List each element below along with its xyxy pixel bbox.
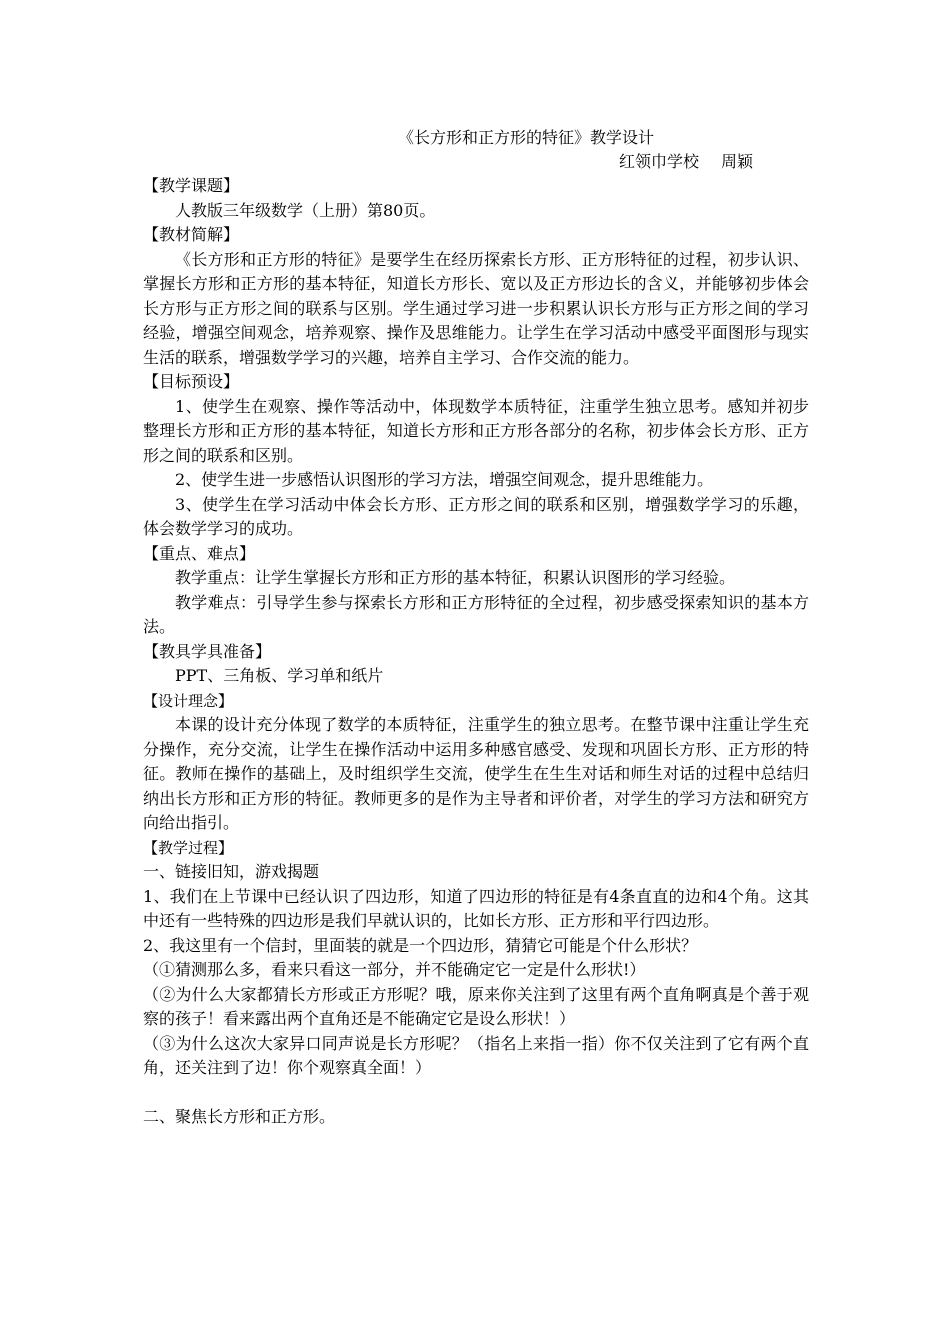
process-part1-title: 一、链接旧知，游戏揭题 [143, 862, 320, 881]
goals-heading: 【目标预设】 [143, 372, 240, 391]
key-focus-text: 教学重点：让学生掌握长方形和正方形的基本特征，积累认识图形的学习经验。 [175, 568, 736, 587]
material-text: 《长方形和正方形的特征》是要学生在经历探索长方形、正方形特征的过程，初步认识、掌握长方形和正方形的基本特征，知道长方形长、宽以及正方形边长的含义，并能够初步体会长方形与正方形之间的联系与区别。学生通过学习进一步积累认识长方形与正方形之间的学习经验，增强空间观念，培养观察、操作及思维能力。让学生在学习活动中感受平面图形与现实生活的联系，增强数学学习的兴趣，培养自主学习、合作交流的能力。 [143, 249, 809, 367]
document-page [143, 126, 809, 1129]
tools-heading: 【教具学具准备】 [143, 641, 272, 661]
process-heading: 【教学过程】 [143, 838, 234, 857]
process-line-5: （③为什么这次大家异口同声说是长方形呢？（指名上来指一指）你不仅关注到了它有两个直角，还关注到了边！你个观察真全面！） [143, 1033, 809, 1077]
author-school: 红领巾学校 [618, 152, 699, 171]
concept-heading: 【设计理念】 [143, 691, 234, 710]
key-difficulty-text: 教学难点：引导学生参与探索长方形和正方形特征的全过程，初步感受探索知识的基本方法。 [143, 592, 809, 636]
concept-text: 本课的设计充分体现了数学的本质特征，注重学生的独立思考。在整节课中注重让学生充分操作，充分交流，让学生在操作活动中运用多种感官感受、发现和巩固长方形、正方形的特征。教师在操作的基础上，及时组织学生交流，使学生在生生对话和师生对话的过程中总结归纳出长方形和正方形的特征。教师更多的是作为主导者和评价者，对学生的学习方法和研究方向给出指引。 [143, 715, 809, 832]
process-line-3: （①猜测那么多，看来只看这一部分，并不能确定它一定是什么形状!） [143, 960, 646, 979]
material-heading: 【教材简解】 [143, 225, 240, 244]
process-part2-title: 二、聚焦长方形和正方形。 [143, 1106, 336, 1126]
process-line-4: （②为什么大家都猜长方形或正方形呢？哦，原来你关注到了这里有两个直角啊真是个善于观察的孩子！看来露出两个直角还是不能确定它是设么形状！） [143, 984, 809, 1028]
author-name: 周颖 [720, 152, 753, 171]
key-points-heading: 【重点、难点】 [143, 543, 256, 563]
process-line-2: 2、我这里有一个信封，里面装的就是一个四边形，猜猜它可能是个什么形状？ [143, 935, 698, 955]
goal-item-2: 2、使学生进一步感悟认识图形的学习方法，增强空间观念，提升思维能力。 [175, 470, 714, 489]
goal-item-3: 3、使学生在学习活动中体会长方形、正方形之间的联系和区别，增强数学学习的乐趣，体会数学学习的成功。 [143, 494, 809, 538]
topic-heading: 【教学课题】 [143, 176, 240, 195]
author-line [143, 150, 809, 174]
document-title: 《长方形和正方形的特征》教学设计 [397, 128, 654, 147]
blank-line [143, 1081, 809, 1105]
topic-text: 人教版三年级数学（上册）第80页。 [175, 200, 436, 220]
process-line-1: 1、我们在上节课中已经认识了四边形，知道了四边形的特征是有4条直直的边和4个角。这其中还有一些特殊的四边形是我们早就认识的，比如长方形、正方形和平行四边形。 [143, 886, 809, 930]
tools-text: PPT、三角板、学习单和纸片 [175, 666, 384, 685]
goal-item-1: 1、使学生在观察、操作等活动中，体现数学本质特征，注重学生独立思考。感知并初步整理长方形和正方形的基本特征，知道长方形和正方形各部分的名称，初步体会长方形、正方形之间的联系和区别。 [143, 396, 809, 465]
